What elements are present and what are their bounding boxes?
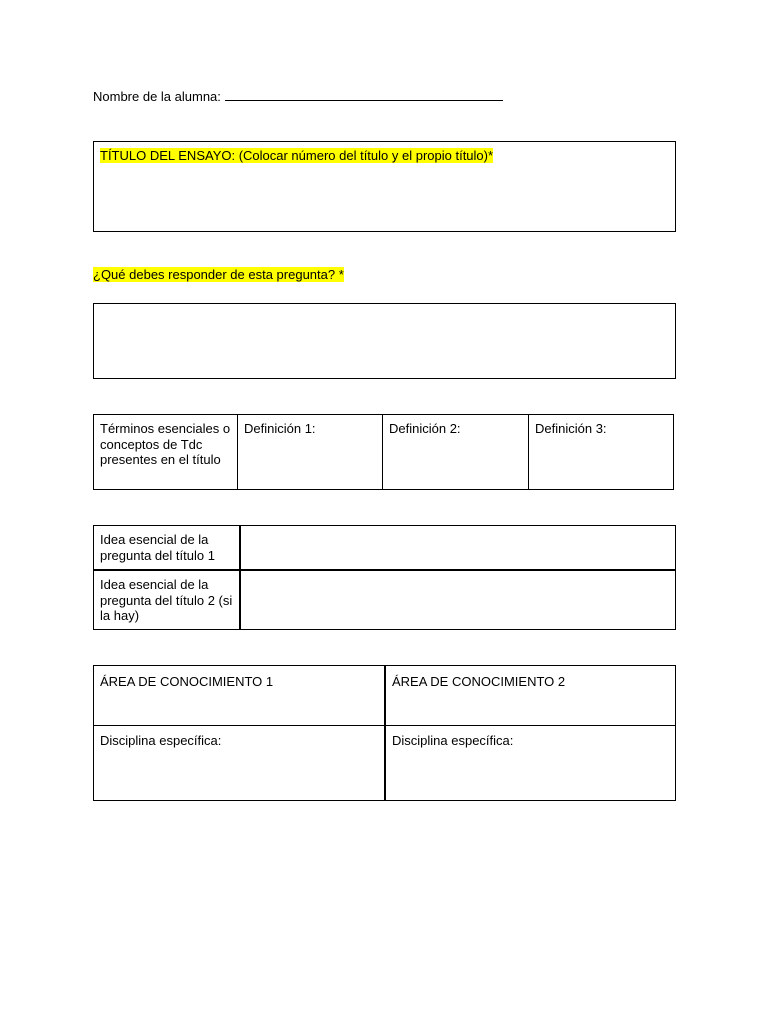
idea-answer-cell-1[interactable]	[241, 526, 675, 570]
student-name-row	[93, 88, 503, 104]
student-name-field[interactable]	[225, 88, 503, 101]
area-label-2: ÁREA DE CONOCIMIENTO 2	[392, 674, 566, 689]
area-cell-2[interactable]	[386, 668, 675, 726]
definition-label-3: Definición 3:	[535, 421, 607, 436]
idea-label-cell-1	[94, 526, 240, 570]
ideas-table	[93, 525, 676, 630]
definition-cell-3[interactable]	[529, 415, 673, 489]
essay-title-label: TÍTULO DEL ENSAYO: (Colocar número del título y el propio título)*	[100, 148, 494, 163]
ideas-col-divider	[239, 526, 241, 629]
terms-header-cell	[94, 415, 237, 489]
idea-answer-cell-2[interactable]	[241, 571, 675, 629]
question-answer-box[interactable]	[93, 303, 676, 379]
definition-cell-1[interactable]	[238, 415, 383, 489]
idea-label-2: Idea esencial de la pregunta del título 2 (si la hay)	[100, 577, 233, 623]
areas-col-divider	[384, 666, 386, 800]
idea-label-cell-2	[94, 571, 240, 629]
essay-title-box[interactable]	[93, 141, 676, 232]
definition-label-2: Definición 2:	[389, 421, 461, 436]
area-cell-1[interactable]	[94, 668, 384, 726]
area-label-1: ÁREA DE CONOCIMIENTO 1	[100, 674, 274, 689]
definition-cell-2[interactable]	[383, 415, 529, 489]
areas-table	[93, 665, 676, 801]
student-name-label: Nombre de la alumna:	[93, 89, 221, 104]
terms-header-label: Términos esenciales o conceptos de Tdc presentes en el título	[100, 421, 231, 467]
discipline-cell-1[interactable]	[94, 727, 384, 800]
discipline-cell-2[interactable]	[386, 727, 675, 800]
definition-label-1: Definición 1:	[244, 421, 316, 436]
idea-label-1: Idea esencial de la pregunta del título 1	[100, 532, 215, 563]
discipline-label-1: Disciplina específica:	[100, 733, 222, 748]
terms-table	[93, 414, 674, 490]
discipline-label-2: Disciplina específica:	[392, 733, 514, 748]
question-row	[93, 267, 344, 282]
question-label: ¿Qué debes responder de esta pregunta? *	[93, 267, 344, 282]
